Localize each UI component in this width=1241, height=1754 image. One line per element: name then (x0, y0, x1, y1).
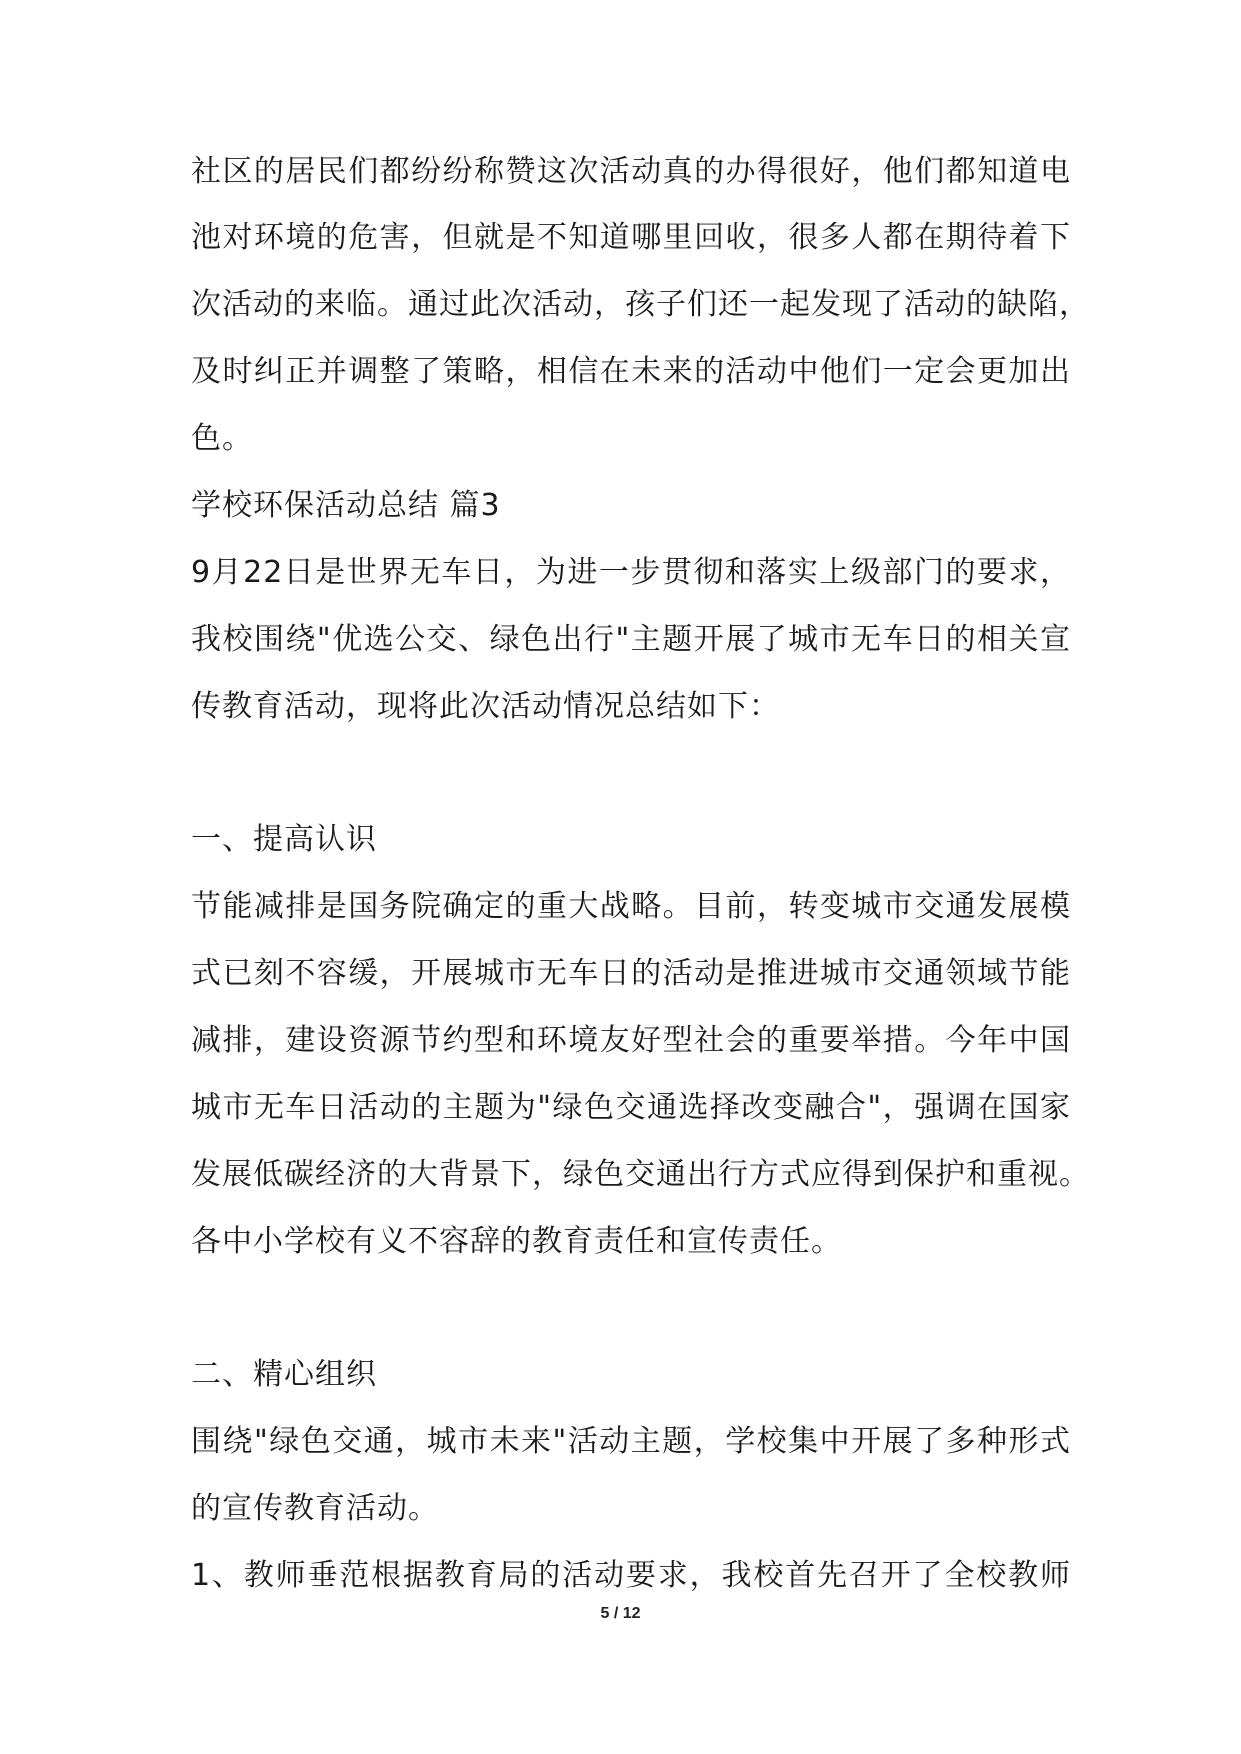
page-number: 5 / 12 (600, 1605, 641, 1622)
section-heading: 一、提高认识 (191, 822, 377, 857)
paragraph-line: 传教育活动，现将此次活动情况总结如下： (191, 689, 780, 724)
paragraph-line: 的宣传教育活动。 (191, 1491, 439, 1526)
paragraph-line: 及时纠正并调整了策略，相信在未来的活动中他们一定会更加出 (191, 354, 1071, 389)
paragraph-line: 城市无车日活动的主题为"绿色交通选择改变融合"，强调在国家 (191, 1090, 1071, 1125)
paragraph-line: 式已刻不容缓，开展城市无车日的活动是推进城市交通领域节能 (191, 956, 1071, 991)
paragraph-line: 发展低碳经济的大背景下，绿色交通出行方式应得到保护和重视。 (191, 1157, 1090, 1192)
paragraph-line: 次活动的来临。通过此次活动，孩子们还一起发现了活动的缺陷， (191, 287, 1090, 322)
paragraph-line: 我校围绕"优选公交、绿色出行"主题开展了城市无车日的相关宣 (191, 622, 1071, 657)
paragraph-line: 各中小学校有义不容辞的教育责任和宣传责任。 (191, 1224, 842, 1259)
paragraph-line: 9月22日是世界无车日，为进一步贯彻和落实上级部门的要求， (191, 555, 1071, 590)
section-heading: 二、精心组织 (191, 1357, 377, 1392)
section-title: 学校环保活动总结 篇3 (191, 488, 501, 523)
paragraph-line: 1、教师垂范根据教育局的活动要求，我校首先召开了全校教师 (191, 1558, 1071, 1593)
paragraph-line: 社区的居民们都纷纷称赞这次活动真的办得很好，他们都知道电 (191, 154, 1071, 189)
paragraph-line: 围绕"绿色交通，城市未来"活动主题，学校集中开展了多种形式 (191, 1424, 1071, 1459)
paragraph-line: 节能减排是国务院确定的重大战略。目前，转变城市交通发展模 (191, 889, 1071, 924)
paragraph-line: 池对环境的危害，但就是不知道哪里回收，很多人都在期待着下 (191, 220, 1071, 255)
paragraph-line: 减排，建设资源节约型和环境友好型社会的重要举措。今年中国 (191, 1023, 1071, 1058)
paragraph-line: 色。 (191, 421, 253, 456)
